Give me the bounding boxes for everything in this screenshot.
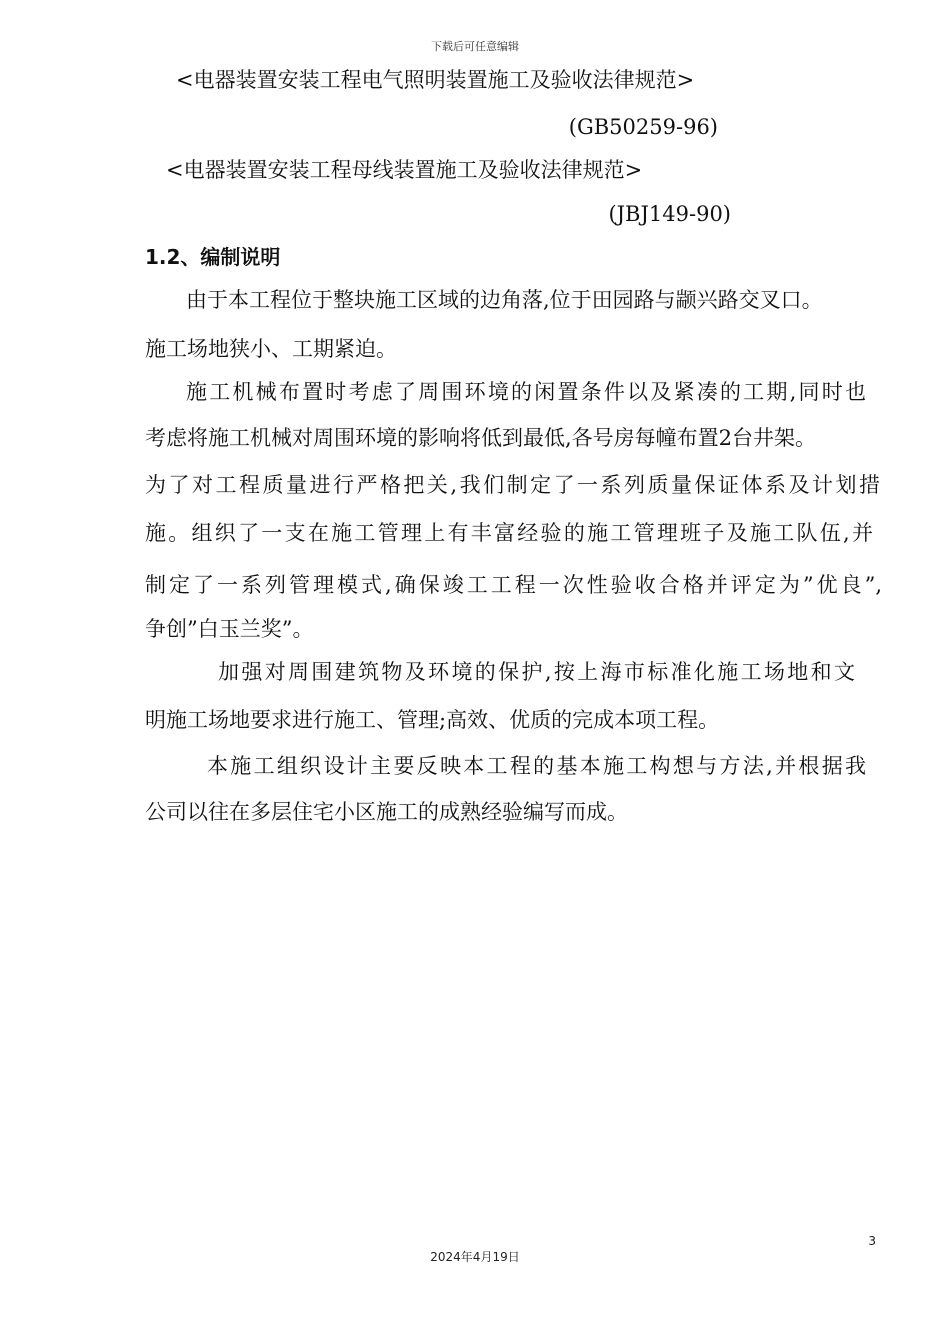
paragraph-line: 公司以往在多层住宅小区施工的成熟经验编写而成。: [145, 800, 628, 824]
reference-title: <电器装置安装工程电气照明装置施工及验收法律规范>: [176, 68, 695, 92]
paragraph-line: 本施工组织设计主要反映本工程的基本施工构想与方法,并根据我: [207, 754, 866, 778]
section-heading: 1.2、编制说明: [145, 245, 281, 269]
paragraph-line: 加强对周围建筑物及环境的保护,按上海市标准化施工场地和文: [218, 660, 855, 684]
paragraph-line: 争创”白玉兰奖”。: [145, 617, 314, 641]
reference-code: (JBJ149-90): [608, 202, 731, 226]
reference-code: (GB50259-96): [568, 115, 718, 139]
header-note: 下载后可任意编辑: [431, 40, 519, 53]
footer-date: 2024年4月19日: [430, 1250, 520, 1264]
paragraph-line: 施。组织了一支在施工管理上有丰富经验的施工管理班子及施工队伍,并: [145, 521, 873, 545]
paragraph-line: 施工机械布置时考虑了周围环境的闲置条件以及紧凑的工期,同时也: [186, 380, 866, 404]
paragraph-line: 考虑将施工机械对周围环境的影响将低到最低,各号房每幢布置2台井架。: [145, 426, 817, 450]
paragraph-line: 明施工场地要求进行施工、管理;高效、优质的完成本项工程。: [145, 708, 720, 732]
paragraph-line: 制定了一系列管理模式,确保竣工工程一次性验收合格并评定为”优良”,: [145, 573, 882, 597]
paragraph-line: 由于本工程位于整块施工区域的边角落,位于田园路与颛兴路交叉口。: [186, 288, 823, 312]
page-number: 3: [868, 1234, 876, 1248]
paragraph-line: 为了对工程质量进行严格把关,我们制定了一系列质量保证体系及计划措: [145, 473, 880, 497]
reference-title: <电器装置安装工程母线装置施工及验收法律规范>: [166, 158, 643, 182]
paragraph-line: 施工场地狭小、工期紧迫。: [145, 337, 397, 361]
